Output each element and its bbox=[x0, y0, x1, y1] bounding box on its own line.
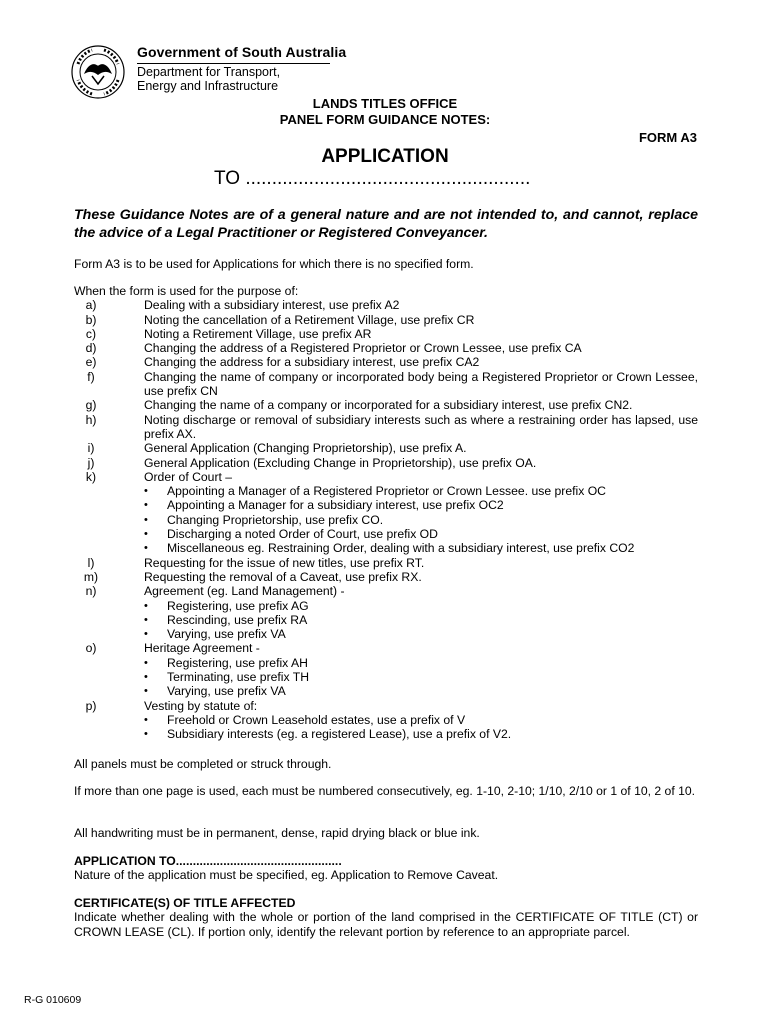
list-text: Requesting for the issue of new titles, use prefix RT. bbox=[144, 555, 425, 570]
bullet-icon: • bbox=[144, 685, 148, 698]
bullet-icon: • bbox=[144, 485, 148, 498]
bullet-text: Registering, use prefix AG bbox=[167, 598, 309, 613]
list-item bbox=[74, 398, 698, 412]
government-crest-logo bbox=[70, 44, 126, 100]
bullet-text: Appointing a Manager of a Registered Proprietor or Crown Lessee. use prefix OC bbox=[167, 484, 606, 499]
list-item bbox=[74, 327, 698, 341]
bullet-icon: • bbox=[144, 542, 148, 555]
sub-bullet bbox=[74, 513, 698, 527]
list-item bbox=[74, 556, 698, 570]
department-name bbox=[137, 65, 280, 93]
list-text: Changing the name of a company or incorporated for a subsidiary interest, use prefix CN2. bbox=[144, 398, 633, 413]
list-text: Requesting the removal of a Caveat, use prefix RX. bbox=[144, 569, 422, 584]
bullet-text: Freehold or Crown Leasehold estates, use a prefix of V bbox=[167, 712, 466, 727]
list-text: Changing the address for a subsidiary interest, use prefix CA2 bbox=[144, 355, 480, 370]
bullet-icon: • bbox=[144, 528, 148, 541]
list-marker: e) bbox=[85, 355, 97, 370]
list-item bbox=[74, 570, 698, 584]
bullet-text: Changing Proprietorship, use prefix CO. bbox=[167, 512, 384, 527]
page-title: APPLICATION bbox=[321, 146, 449, 167]
bullet-text: Terminating, use prefix TH bbox=[167, 670, 310, 685]
list-text: Changing the address of a Registered Proprietor or Crown Lessee, use prefix CA bbox=[144, 341, 582, 356]
bullet-icon: • bbox=[144, 599, 148, 612]
list-text: Agreement (eg. Land Management) - bbox=[144, 584, 345, 599]
list-item bbox=[74, 370, 698, 399]
list-marker: n) bbox=[85, 584, 97, 599]
purpose-intro: When the form is used for the purpose of: bbox=[74, 284, 299, 298]
sub-bullet bbox=[74, 498, 698, 512]
section-heading: CERTIFICATE(S) OF TITLE AFFECTED bbox=[74, 896, 296, 910]
list-item bbox=[74, 470, 698, 484]
department-line-2: Energy and Infrastructure bbox=[137, 79, 279, 93]
list-item bbox=[74, 641, 698, 655]
list-item bbox=[74, 584, 698, 598]
list-marker: l) bbox=[87, 555, 95, 570]
list-text: Noting discharge or removal of subsidiary interests such as where a restraining order has lapsed, use prefix AX. bbox=[144, 412, 698, 441]
list-marker: m) bbox=[83, 569, 99, 584]
form-id: FORM A3 bbox=[638, 130, 697, 145]
list-text: Heritage Agreement - bbox=[144, 641, 260, 656]
list-item bbox=[74, 699, 698, 713]
usage-note: Form A3 is to be used for Applications for which there is no specified form. bbox=[74, 257, 474, 271]
sub-bullet bbox=[74, 599, 698, 613]
purpose-list bbox=[74, 284, 698, 742]
header-divider bbox=[137, 63, 330, 64]
list-text: General Application (Changing Proprietorship), use prefix A. bbox=[144, 441, 467, 456]
sub-bullet bbox=[74, 656, 698, 670]
certificate-section bbox=[74, 896, 698, 939]
list-item bbox=[74, 313, 698, 327]
bullet-icon: • bbox=[144, 499, 148, 512]
list-item bbox=[74, 298, 698, 312]
bullet-text: Discharging a noted Order of Court, use prefix OD bbox=[167, 527, 438, 542]
sub-bullet bbox=[74, 627, 698, 641]
section-body: Nature of the application must be specified, eg. Application to Remove Caveat. bbox=[74, 868, 499, 883]
bullet-text: Appointing a Manager for a subsidiary interest, use prefix OC2 bbox=[167, 498, 504, 513]
bullet-icon: • bbox=[144, 628, 148, 641]
office-title: LANDS TITLES OFFICE bbox=[312, 96, 458, 111]
section-body: Indicate whether dealing with the whole or portion of the land comprised in the CERTIFICATE OF TITLE (CT) or CROWN LEASE (CL). If portion only, identify the relevant portion by reference to an appropriate parcel. bbox=[74, 910, 698, 939]
list-item bbox=[74, 413, 698, 442]
bullet-icon: • bbox=[144, 513, 148, 526]
sub-bullet bbox=[74, 613, 698, 627]
application-to-section bbox=[74, 854, 698, 883]
bullet-text: Varying, use prefix VA bbox=[167, 684, 286, 699]
list-marker: i) bbox=[87, 441, 95, 456]
form-subtitle: PANEL FORM GUIDANCE NOTES: bbox=[279, 112, 491, 127]
ink-note: All handwriting must be in permanent, dense, rapid drying black or blue ink. bbox=[74, 826, 480, 840]
sub-bullet bbox=[74, 527, 698, 541]
sub-bullet bbox=[74, 670, 698, 684]
list-marker: a) bbox=[85, 298, 97, 313]
panels-note: All panels must be completed or struck through. bbox=[74, 757, 332, 771]
government-name: Government of South Australia bbox=[137, 44, 347, 60]
bullet-text: Varying, use prefix VA bbox=[167, 627, 286, 642]
list-text: General Application (Excluding Change in Proprietorship), use prefix OA. bbox=[144, 455, 537, 470]
bullet-icon: • bbox=[144, 613, 148, 626]
sub-bullet bbox=[74, 541, 698, 555]
department-line-1: Department for Transport, bbox=[137, 65, 281, 79]
list-text: Noting a Retirement Village, use prefix AR bbox=[144, 326, 372, 341]
bullet-text: Miscellaneous eg. Restraining Order, dealing with a subsidiary interest, use prefix CO2 bbox=[167, 541, 635, 556]
disclaimer: These Guidance Notes are of a general nature and are not intended to, and cannot, replace the advice of a Legal Practitioner or Registered Conveyancer. bbox=[74, 207, 698, 241]
list-item bbox=[74, 441, 698, 455]
sub-bullet bbox=[74, 684, 698, 698]
list-marker: b) bbox=[85, 312, 97, 327]
bullet-icon: • bbox=[144, 713, 148, 726]
list-item bbox=[74, 456, 698, 470]
list-text: Changing the name of company or incorporated body being a Registered Proprietor or Crown Lessee, use prefix CN bbox=[144, 369, 698, 399]
bullet-text: Subsidiary interests (eg. a registered Lease), use a prefix of V2. bbox=[167, 727, 512, 742]
pages-note: If more than one page is used, each must be numbered consecutively, eg. 1-10, 2-10; 1/10, 2/10 or 1 of 10, 2 of 10. bbox=[74, 784, 696, 798]
form-code: R-G 010609 bbox=[24, 994, 82, 1006]
list-item bbox=[74, 355, 698, 369]
bullet-icon: • bbox=[144, 728, 148, 741]
list-marker: h) bbox=[85, 412, 97, 427]
list-text: Vesting by statute of: bbox=[144, 698, 258, 713]
list-marker: k) bbox=[85, 469, 97, 484]
section-heading: APPLICATION TO................................................. bbox=[74, 854, 342, 868]
application-to-line: TO ...................................................... bbox=[214, 168, 531, 189]
list-marker: g) bbox=[85, 398, 97, 413]
list-marker: d) bbox=[85, 341, 97, 356]
list-text: Dealing with a subsidiary interest, use prefix A2 bbox=[144, 298, 400, 313]
bullet-icon: • bbox=[144, 671, 148, 684]
list-marker: f) bbox=[87, 369, 95, 384]
list-text: Noting the cancellation of a Retirement Village, use prefix CR bbox=[144, 312, 475, 327]
bullet-text: Registering, use prefix AH bbox=[167, 655, 308, 670]
sub-bullet bbox=[74, 484, 698, 498]
list-item bbox=[74, 341, 698, 355]
list-marker: o) bbox=[85, 641, 97, 656]
sub-bullet bbox=[74, 727, 698, 741]
sub-bullet bbox=[74, 713, 698, 727]
bullet-icon: • bbox=[144, 656, 148, 669]
list-marker: j) bbox=[87, 455, 95, 470]
list-marker: c) bbox=[85, 326, 97, 341]
bullet-text: Rescinding, use prefix RA bbox=[167, 612, 308, 627]
list-text: Order of Court – bbox=[144, 469, 233, 484]
list-marker: p) bbox=[85, 698, 97, 713]
